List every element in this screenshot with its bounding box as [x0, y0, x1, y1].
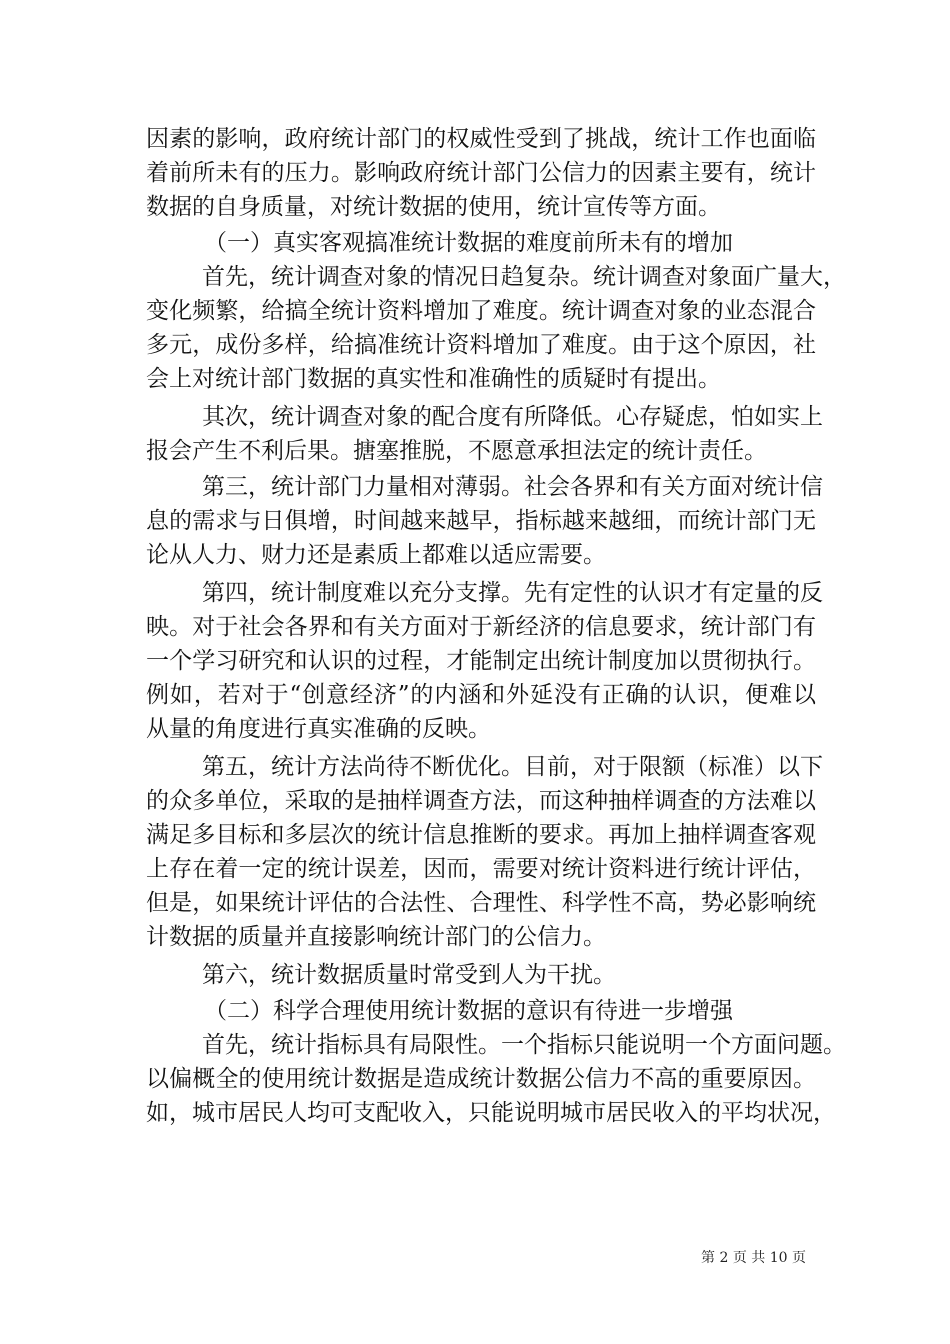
text-line: 但是，如果统计评估的合法性、合理性、科学性不高，势必影响统: [146, 890, 816, 916]
text-line: 如，城市居民人均可支配收入，只能说明城市居民收入的平均状况，: [146, 1100, 836, 1126]
text-line: 一个学习研究和认识的过程，才能制定出统计制度加以贯彻执行。: [146, 648, 816, 674]
text-line: 从量的角度进行真实准确的反映。: [146, 716, 491, 742]
text-line: 映。对于社会各界和有关方面对于新经济的信息要求，统计部门有: [146, 614, 816, 640]
text-line: 例如，若对于“创意经济”的内涵和外延没有正确的认识，便难以: [146, 682, 816, 708]
section-heading: （一）真实客观搞准统计数据的难度前所未有的增加: [204, 230, 733, 256]
text-line: 变化频繁，给搞全统计资料增加了难度。统计调查对象的业态混合: [146, 298, 816, 324]
text-line: 第四，统计制度难以充分支撑。先有定性的认识才有定量的反: [202, 580, 823, 606]
text-line: 论从人力、财力还是素质上都难以适应需要。: [146, 542, 606, 568]
text-line: 会上对统计部门数据的真实性和准确性的质疑时有提出。: [146, 366, 721, 392]
text-line: 着前所未有的压力。影响政府统计部门公信力的因素主要有，统计: [146, 160, 816, 186]
section-heading: （二）科学合理使用统计数据的意识有待进一步增强: [204, 998, 733, 1024]
text-line: 的众多单位，采取的是抽样调查方法，而这种抽样调查的方法难以: [146, 788, 816, 814]
text-line: 多元，成份多样，给搞准统计资料增加了难度。由于这个原因，社: [146, 332, 816, 358]
text-line: 首先，统计调查对象的情况日趋复杂。统计调查对象面广量大，: [202, 264, 846, 290]
text-line: 数据的自身质量，对统计数据的使用，统计宣传等方面。: [146, 194, 721, 220]
text-line: 第六，统计数据质量时常受到人为干扰。: [202, 962, 616, 988]
text-line: 第三，统计部门力量相对薄弱。社会各界和有关方面对统计信: [202, 474, 823, 500]
text-line: 第五，统计方法尚待不断优化。目前，对于限额（标准）以下: [202, 754, 823, 780]
page-number-footer: 第 2 页 共 10 页: [701, 1250, 806, 1266]
text-line: 满足多目标和多层次的统计信息推断的要求。再加上抽样调查客观: [146, 822, 816, 848]
text-line: 因素的影响，政府统计部门的权威性受到了挑战，统计工作也面临: [146, 126, 816, 152]
text-line: 以偏概全的使用统计数据是造成统计数据公信力不高的重要原因。: [146, 1066, 816, 1092]
text-line: 报会产生不利后果。搪塞推脱，不愿意承担法定的统计责任。: [146, 438, 767, 464]
text-line: 其次，统计调查对象的配合度有所降低。心存疑虑，怕如实上: [202, 404, 823, 430]
text-line: 上存在着一定的统计误差，因而，需要对统计资料进行统计评估，: [146, 856, 816, 882]
text-line: 计数据的质量并直接影响统计部门的公信力。: [146, 924, 606, 950]
text-line: 首先，统计指标具有局限性。一个指标只能说明一个方面问题。: [202, 1032, 846, 1058]
text-line: 息的需求与日俱增，时间越来越早，指标越来越细，而统计部门无: [146, 508, 816, 534]
